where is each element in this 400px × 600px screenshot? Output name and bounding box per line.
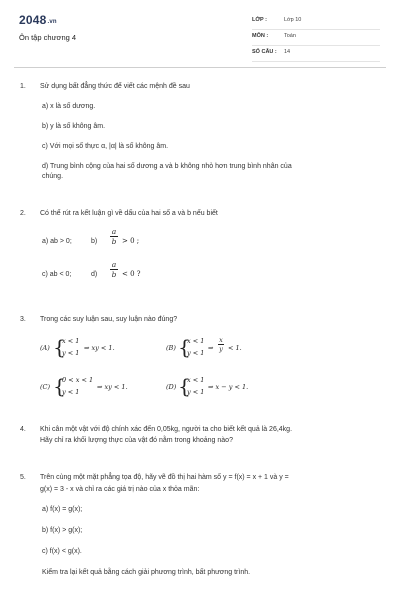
inequality-relation: > 0 ; [122,237,140,245]
fraction-numerator: a [111,260,117,269]
meta-value: 14 [284,49,291,55]
fraction-denominator: b [111,237,117,246]
system-line: 0 < x < 1 [62,376,94,384]
option-label: (D) [166,383,177,391]
question-number: 3. [20,316,26,323]
meta-label: LỚP : [252,17,267,23]
system-brace: { [178,374,191,398]
meta-value: Lớp 10 [284,17,302,23]
question-item: d) Trung bình cộng của hai số dương a và b không nhỏ hơn trung bình nhân của [42,163,292,170]
fraction-numerator: x [219,336,223,344]
system-line: x < 1 [187,337,205,345]
fraction-a-over-b [110,227,118,246]
question-item: b) f(x) > g(x); [42,527,83,534]
option-label: (B) [166,344,176,352]
fraction-denominator: y [219,345,223,353]
question-text: Sử dụng bất đẳng thức để viết các mệnh đề sau [40,83,190,90]
system-result: ⇒ [208,344,214,352]
question-text: Trên cùng một mặt phẳng tọa độ, hãy vẽ đồ thị hai hàm số y = f(x) = x + 1 và y = [40,474,289,481]
system-line: y < 1 [62,388,80,396]
question-item: c) ab < 0; [42,271,72,278]
question-text-continued: Hãy chỉ ra khối lượng thực của vật đó nằm trong khoảng nào? [40,437,233,444]
question-note: Kiểm tra lại kết quả bằng cách giải phương trình, bất phương trình. [42,569,251,576]
system-line: x < 1 [187,376,205,384]
question-item: a) f(x) = g(x); [42,506,83,513]
document-subtitle: Ôn tập chương 4 [19,33,77,42]
system-line: x < 1 [62,337,80,345]
option-label: (C) [40,383,51,391]
fraction-denominator: b [111,270,117,279]
system-line: y < 1 [187,349,205,357]
meta-label: MÔN : [252,33,269,39]
question-text: Trong các suy luận sau, suy luận nào đúng? [40,316,178,323]
system-brace: { [53,335,66,359]
logo-suffix: .vn [47,19,57,25]
system-result: ⇒ x − y < 1. [208,383,249,391]
system-line: y < 1 [62,349,80,357]
question-item: b) y là số không âm. [42,123,106,130]
question-text-continued: g(x) = 3 - x và chỉ ra các giá trị nào của x thỏa mãn: [40,486,200,493]
question-number: 1. [20,83,26,90]
question-item-label: d) [91,271,98,278]
option-label: (A) [40,344,50,352]
fraction-a-over-b [110,260,118,279]
question-item: c) f(x) < g(x). [42,548,82,555]
meta-value: Toán [284,33,296,39]
fraction-x-over-y [218,336,224,353]
system-brace: { [178,335,191,359]
question-number: 5. [20,474,26,481]
system-result: ⇒ xy < 1. [84,344,115,352]
question-item-label: b) [91,238,98,245]
fraction-numerator: a [111,227,117,236]
question-number: 4. [20,426,26,433]
logo-text: 2048 [19,13,47,27]
question-item: c) Với mọi số thực α, |α| là số không âm. [42,143,169,150]
system-result: < 1. [228,344,242,352]
system-line: y < 1 [187,388,205,396]
question-item: a) x là số dương. [42,103,96,110]
system-brace: { [53,374,66,398]
question-text: Khi cân một vật với độ chính xác đến 0,05kg, người ta cho biết kết quả là 26,4kg. [40,426,293,433]
question-text: Có thể rút ra kết luận gì về dấu của hai số a và b nếu biết [40,210,218,217]
system-result: ⇒ xy < 1. [97,383,128,391]
meta-label: SỐ CÂU : [252,49,277,55]
question-item-continued: chúng. [42,173,64,180]
question-number: 2. [20,210,26,217]
inequality-relation: < 0 ? [122,270,141,278]
question-item: a) ab > 0; [42,238,72,245]
